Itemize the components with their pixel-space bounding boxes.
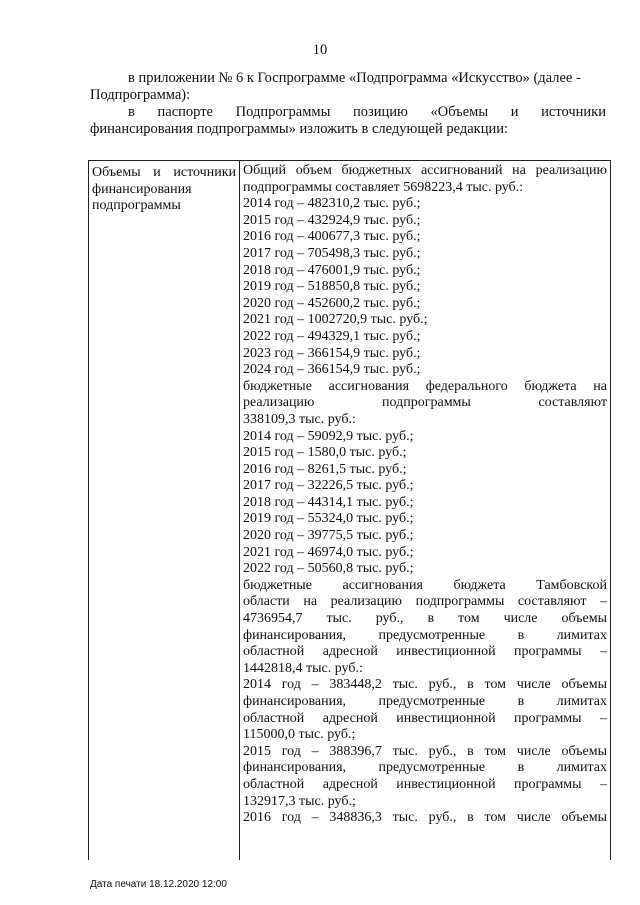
position-value-cell <box>240 161 611 861</box>
funding-line: 2014 год – 383448,2 тыс. руб., в том числе объемы <box>243 677 607 693</box>
funding-line: 2018 год – 476001,9 тыс. руб.; <box>243 262 421 278</box>
print-date: Дата печати 18.12.2020 12:00 <box>90 879 227 890</box>
funding-line: 2015 год – 432924,9 тыс. руб.; <box>243 212 421 228</box>
funding-line: бюджетные ассигнования бюджета Тамбовской <box>243 577 607 593</box>
funding-line: финансирования, предусмотренные в лимитах <box>243 694 607 709</box>
funding-line: 2019 год – 518850,8 тыс. руб.; <box>243 279 421 295</box>
funding-line: 2017 год – 705498,3 тыс. руб.; <box>243 245 421 261</box>
funding-line: 2019 год – 55324,0 тыс. руб.; <box>243 511 414 527</box>
funding-line: 2020 год – 39775,5 тыс. руб.; <box>243 528 414 544</box>
intro-line: финансирования подпрограммы» изложить в следующей редакции: <box>90 121 509 137</box>
funding-line: 2016 год – 8261,5 тыс. руб.; <box>243 461 407 477</box>
funding-line: 2022 год – 50560,8 тыс. руб.; <box>243 561 414 577</box>
funding-line: области на реализацию подпрограммы составляют – <box>243 594 607 610</box>
position-name-line: подпрограммы <box>92 198 181 214</box>
position-name-cell <box>89 161 240 861</box>
funding-line: 2014 год – 59092,9 тыс. руб.; <box>243 428 414 444</box>
intro-text <box>90 70 606 138</box>
funding-line: бюджетные ассигнования федерального бюджета на <box>243 378 607 394</box>
funding-line: 1442818,4 тыс. руб.: <box>243 660 363 676</box>
funding-line: 2020 год – 452600,2 тыс. руб.; <box>243 295 421 311</box>
funding-line: 4736954,7 тыс. руб., в том числе объемы <box>243 611 607 627</box>
funding-line: 2023 год – 366154,9 тыс. руб.; <box>243 345 421 361</box>
funding-line: 2014 год – 482310,2 тыс. руб.; <box>243 196 421 212</box>
funding-line: Общий объем бюджетных ассигнований на реализацию <box>243 163 607 178</box>
position-name-line: финансирования <box>92 181 192 197</box>
position-name-line: Объемы и источники <box>92 165 236 180</box>
funding-line: финансирования, предусмотренные в лимитах <box>243 760 607 776</box>
funding-line: областной адресной инвестиционной программы – <box>243 644 607 660</box>
funding-line: реализацию подпрограммы составляют <box>243 395 607 411</box>
funding-line: 2021 год – 1002720,9 тыс. руб.; <box>243 312 428 328</box>
funding-line: 2024 год – 366154,9 тыс. руб.; <box>243 362 421 378</box>
funding-line: 338109,3 тыс. руб.: <box>243 411 356 427</box>
funding-line: 2021 год – 46974,0 тыс. руб.; <box>243 544 414 560</box>
funding-line: 2022 год – 494329,1 тыс. руб.; <box>243 328 421 344</box>
funding-table <box>88 160 611 860</box>
funding-line: 2017 год – 32226,5 тыс. руб.; <box>243 478 414 494</box>
intro-line: в паспорте Подпрограммы позицию «Объемы и источники <box>128 104 606 120</box>
table-row <box>89 161 611 861</box>
funding-line: 132917,3 тыс. руб.; <box>243 793 356 809</box>
funding-line: 2015 год – 388396,7 тыс. руб., в том числе объемы <box>243 743 607 759</box>
intro-line: в приложении № 6 к Госпрограмме «Подпрограмма «Искусство» (далее - <box>128 70 581 86</box>
funding-line: 2016 год – 348836,3 тыс. руб., в том числе объемы <box>243 810 607 826</box>
funding-line: 2018 год – 44314,1 тыс. руб.; <box>243 494 414 510</box>
funding-line: подпрограммы составляет 5698223,4 тыс. руб.: <box>243 179 524 195</box>
page-number: 10 <box>312 42 328 58</box>
funding-line: 115000,0 тыс. руб.; <box>243 727 356 743</box>
intro-line: Подпрограмма): <box>90 87 191 103</box>
funding-line: финансирования, предусмотренные в лимитах <box>243 627 607 643</box>
funding-line: областной адресной инвестиционной программы – <box>243 776 607 792</box>
funding-line: 2015 год – 1580,0 тыс. руб.; <box>243 445 407 461</box>
funding-line: 2016 год – 400677,3 тыс. руб.; <box>243 229 421 245</box>
funding-line: областной адресной инвестиционной программы – <box>243 710 607 726</box>
